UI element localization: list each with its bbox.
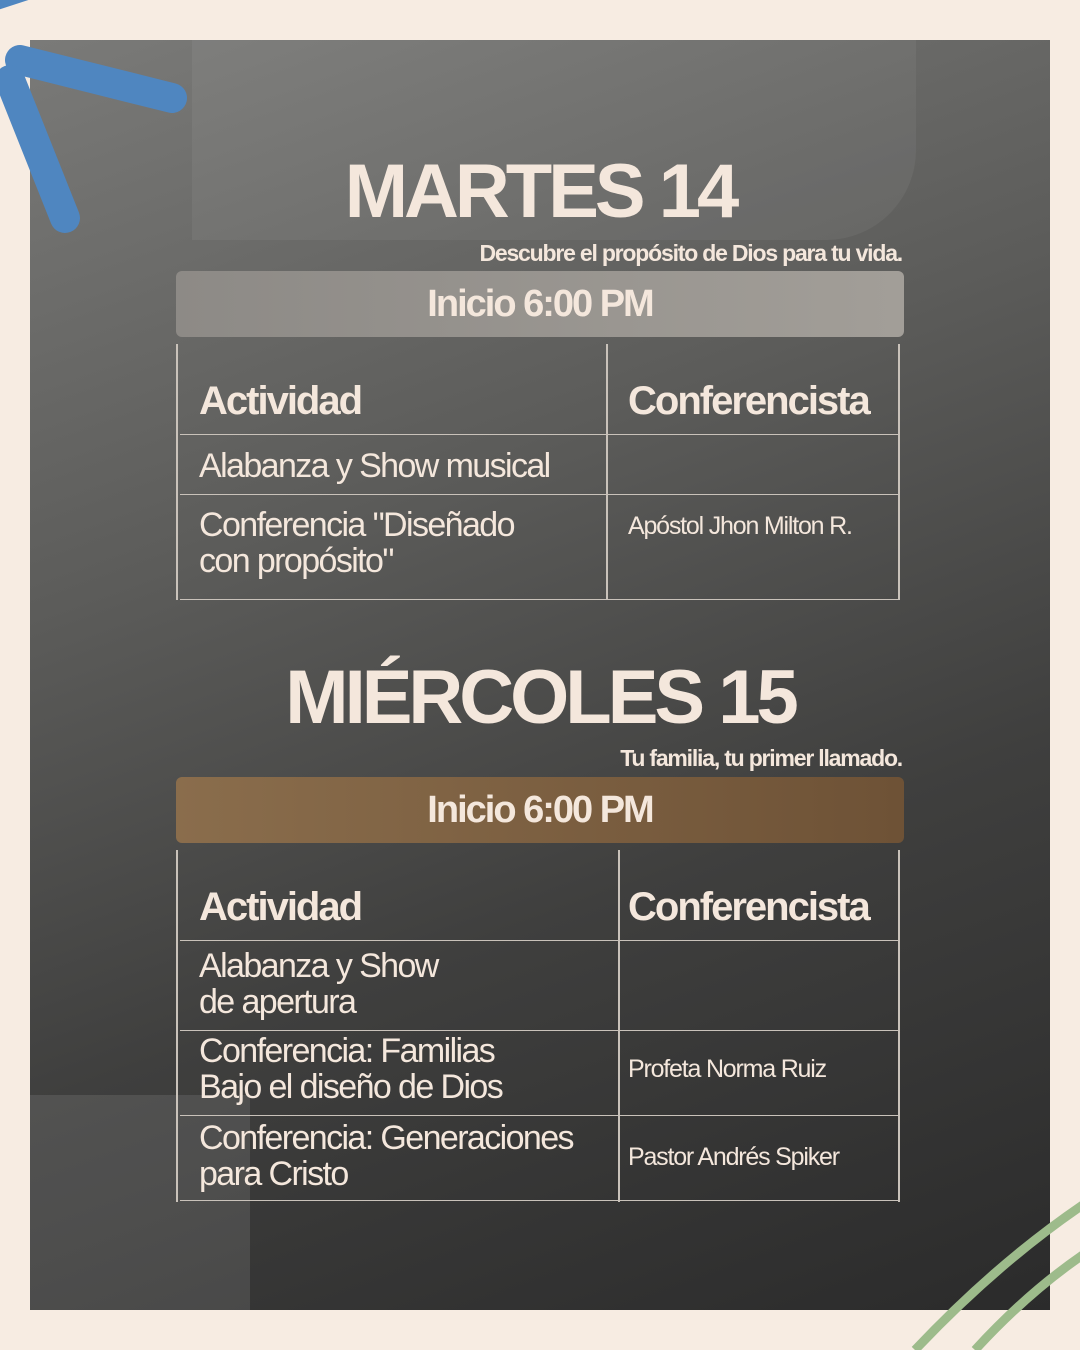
activity-cell: Conferencia "Diseñado con propósito" <box>199 506 514 580</box>
table-row-line <box>180 1030 898 1031</box>
table-row-line <box>180 940 898 941</box>
start-time-label: Inicio 6:00 PM <box>427 788 653 831</box>
activity-cell: Alabanza y Show musical <box>199 447 550 485</box>
table-divider <box>618 850 620 1202</box>
activity-cell: Alabanza y Show de apertura <box>199 947 438 1021</box>
start-time-bar-miercoles <box>176 777 904 843</box>
table-border <box>176 850 178 1202</box>
start-time-label: Inicio 6:00 PM <box>427 282 653 325</box>
schedule-table-martes <box>176 344 902 600</box>
header-actividad: Actividad <box>199 885 362 929</box>
start-time-bar-martes <box>176 271 904 337</box>
day-title-miercoles: MIÉRCOLES 15 <box>285 655 795 740</box>
header-actividad: Actividad <box>199 379 362 423</box>
table-border <box>176 344 178 600</box>
table-border <box>898 344 900 600</box>
day-subtitle-martes: Descubre el propósito de Dios para tu vida. <box>479 240 902 266</box>
header-conferencista: Conferencista <box>628 379 869 423</box>
speaker-cell: Pastor Andrés Spiker <box>628 1143 839 1171</box>
table-row-line <box>180 494 898 495</box>
table-row-line <box>180 434 898 435</box>
activity-cell: Conferencia: Familias Bajo el diseño de Dios <box>199 1032 503 1106</box>
header-conferencista: Conferencista <box>628 885 869 929</box>
day-subtitle-miercoles: Tu familia, tu primer llamado. <box>620 745 902 771</box>
table-row-line <box>180 1115 898 1116</box>
speaker-cell: Profeta Norma Ruiz <box>628 1055 826 1083</box>
table-divider <box>606 344 608 600</box>
table-row-line <box>180 599 898 600</box>
activity-cell: Conferencia: Generaciones para Cristo <box>199 1119 573 1193</box>
table-row-line <box>180 1200 898 1201</box>
schedule-table-miercoles <box>176 850 902 1202</box>
table-border <box>898 850 900 1202</box>
day-title-martes: MARTES 14 <box>344 149 736 234</box>
speaker-cell: Apóstol Jhon Milton R. <box>628 512 852 540</box>
